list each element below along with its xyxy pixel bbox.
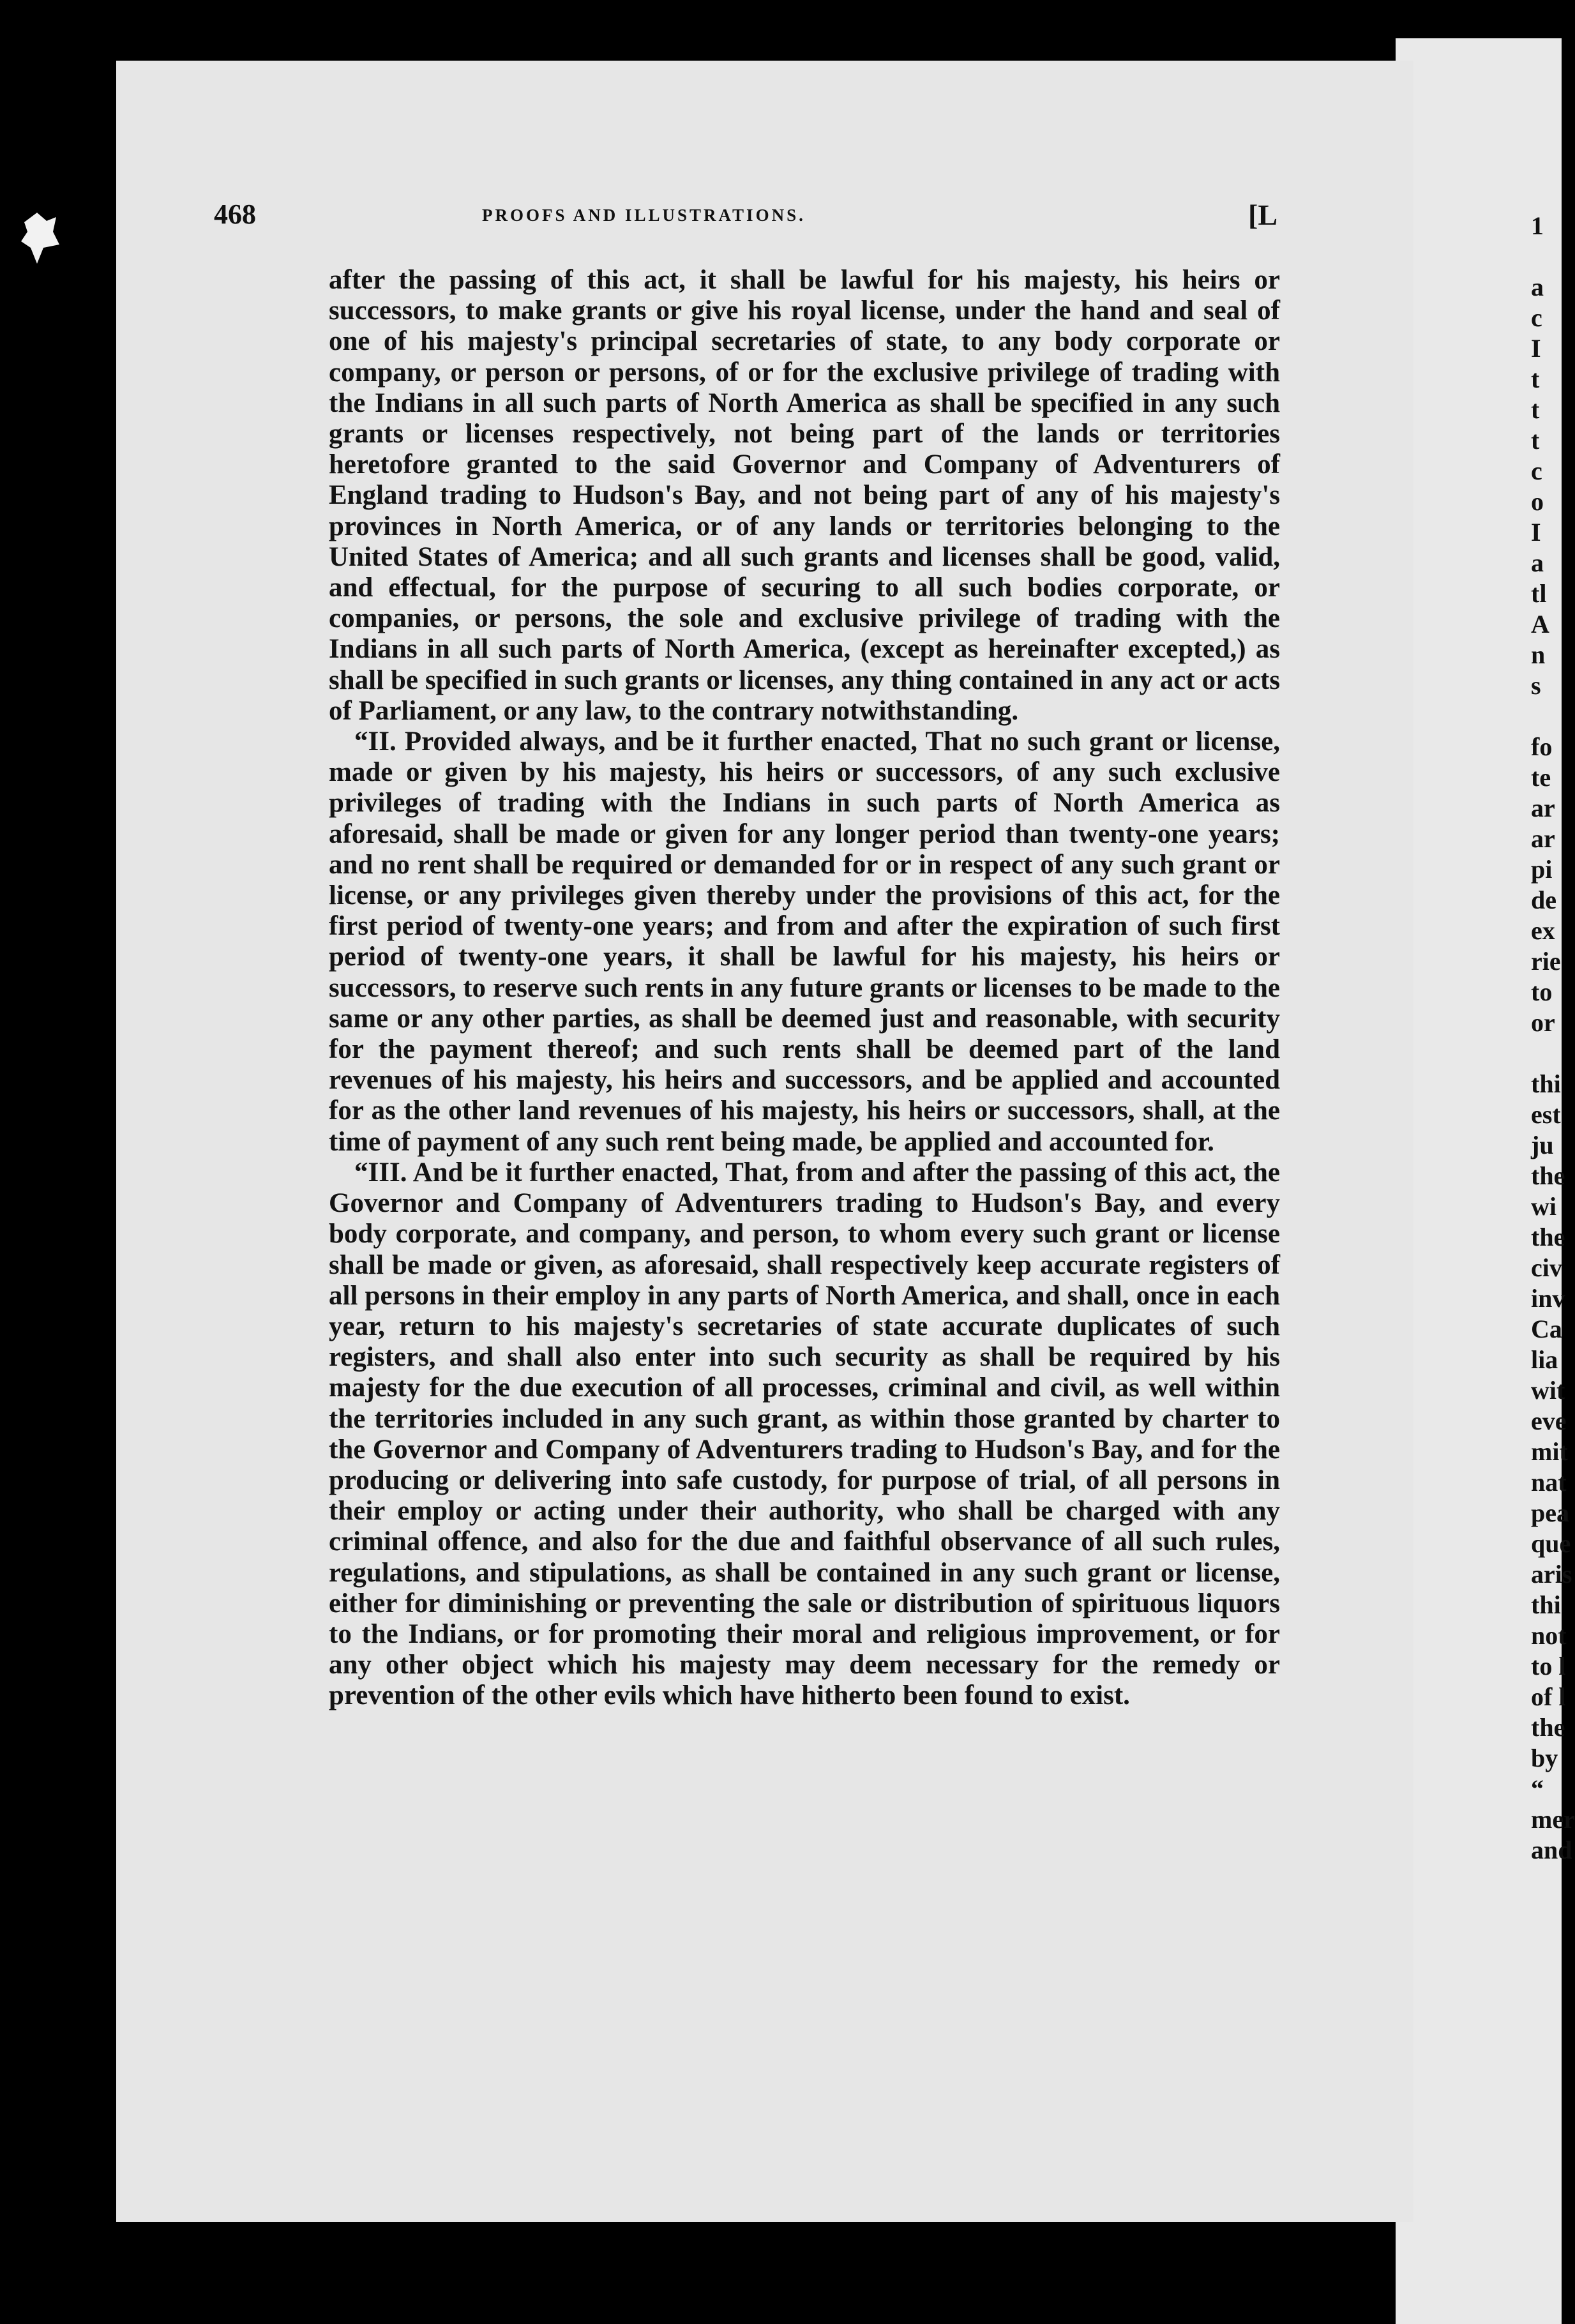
adjacent-page-line: nat [1531, 1468, 1567, 1497]
adjacent-page-line: to [1531, 977, 1553, 1006]
adjacent-page-line: of l [1531, 1682, 1566, 1711]
adjacent-page-line: the [1531, 1223, 1565, 1251]
adjacent-page-line: que [1531, 1529, 1571, 1558]
adjacent-page-line: mit [1531, 1437, 1568, 1466]
paragraph-continued: after the passing of this act, it shall be lawful for his majesty, his heirs or successors, to make grants or give his royal license, under the hand and seal of one of his majesty's principal secretaries of state, to any body corporate or company, or person or persons, of or for the exclusive privilege of trading with the Indians in all such parts of North America as shall be specified in any such grants or licenses respectively, not being part of the lands or territories heretofore granted to the said Governor and Company of Adventurers of England trading to Hudson's Bay, and not being part of any of his majesty's provinces in North America, or of any lands or territories belonging to the United States of America; and all such grants and licenses shall be good, valid, and effectual, for the purpose of securing to all such bodies corporate, or companies, or persons, the sole and exclusive privilege of trading with the Indians in all such parts of North America, (except as hereinafter excepted,) as shall be specified in such grants or licenses, any thing contained in any act or acts of Parliament, or any law, to the contrary notwithstanding. [329, 265, 1280, 726]
adjacent-page-line: wit [1531, 1376, 1565, 1405]
adjacent-page-line: o [1531, 487, 1544, 516]
adjacent-page-line: rie [1531, 947, 1561, 976]
adjacent-page-line: not [1531, 1621, 1567, 1650]
adjacent-page-line: and [1531, 1836, 1572, 1864]
adjacent-page-line: 1 [1531, 211, 1544, 240]
adjacent-page-line: tl [1531, 579, 1547, 608]
adjacent-page-line: t [1531, 365, 1540, 393]
adjacent-page-line: I [1531, 518, 1541, 547]
adjacent-page-line: aris [1531, 1560, 1572, 1588]
adjacent-page-line: c [1531, 456, 1542, 485]
adjacent-page-line: A [1531, 610, 1549, 638]
adjacent-page-line [1531, 701, 1556, 732]
adjacent-page-line: lia [1531, 1345, 1558, 1374]
page-number: 468 [214, 199, 256, 230]
adjacent-page-line [1531, 241, 1556, 272]
scan-speck-mark [18, 209, 63, 267]
adjacent-page-line: ex [1531, 916, 1555, 945]
adjacent-page-line: wi [1531, 1192, 1556, 1221]
adjacent-page-line: a [1531, 273, 1544, 301]
adjacent-page-line: to l [1531, 1652, 1566, 1680]
adjacent-page-line: inv [1531, 1284, 1565, 1313]
adjacent-page-line: mer [1531, 1805, 1575, 1834]
page-header [214, 198, 1299, 249]
adjacent-page-line: “ [1531, 1774, 1544, 1803]
adjacent-page-line: civ [1531, 1253, 1562, 1282]
adjacent-page-line: by [1531, 1744, 1558, 1772]
adjacent-page-line [1531, 1038, 1556, 1069]
adjacent-page-line: pea [1531, 1498, 1569, 1527]
adjacent-page-line: t [1531, 426, 1540, 455]
adjacent-page-line: te [1531, 763, 1551, 792]
paragraph-section-ii: “II. Provided always, and be it further enacted, That no such grant or license, made or given by his majesty, his heirs or successors, of any such exclusive privileges of trading with the Indians in such parts of North America as aforesaid, shall be made or given for any longer period than twenty-one years; and no rent shall be required or demanded for or in respect of any such grant or license, or any privileges given thereby under the provisions of this act, for the first period of twenty-one years; and from and after the expiration of such first period of twenty-one years, it shall be lawful for his majesty, his heirs or successors, to reserve such rents in any future grants or licenses to be made to the same or any other parties, as shall be deemed just and reasonable, with security for the payment thereof; and such rents shall be deemed part of the land revenues of his majesty, his heirs and successors, and be applied and accounted for as the other land revenues of his majesty, his heirs or successors, shall, at the time of payment of any such rent being made, be applied and accounted for. [329, 727, 1280, 1157]
adjacent-page-line: de [1531, 886, 1556, 914]
adjacent-page-line: c [1531, 303, 1542, 332]
adjacent-page-line: n [1531, 640, 1546, 669]
adjacent-page-line: eve [1531, 1407, 1567, 1435]
adjacent-page-line: the [1531, 1713, 1565, 1742]
adjacent-page-line: ar [1531, 794, 1555, 822]
adjacent-page-line: thi [1531, 1069, 1561, 1098]
paragraph-section-iii: “III. And be it further enacted, That, from and after the passing of this act, the Governor and Company of Adventurers trading to Hudson's Bay, and every body corporate, and company, and person, to whom every such grant or license shall be made or given, as aforesaid, shall respectively keep accurate registers of all persons in their employ in any parts of North America, and shall, once in each year, return to his majesty's secretaries of state accurate duplicates of such registers, and shall also enter into such security as shall be required by his majesty for the due execution of all processes, criminal and civil, as well within the territories included in any such grant, as within those granted by charter to the Governor and Company of Adventurers trading to Hudson's Bay, and for the producing or delivering into safe custody, for purpose of trial, of all persons in their employ or acting under their authority, who shall be charged with any criminal offence, and also for the due and faithful observance of all such rules, regulations, and stipulations, as shall be contained in any such grant or license, either for diminishing or preventing the sale or distribution of spirituous liquors to the Indians, or for promoting their moral and religious improvement, or for any other object which his majesty may deem necessary for the remedy or prevention of the other evils which have hitherto been found to exist. [329, 1157, 1280, 1711]
page-body [329, 265, 1280, 1712]
adjacent-page-line: ju [1531, 1131, 1554, 1159]
running-head: PROOFS AND ILLUSTRATIONS. [482, 206, 806, 225]
adjacent-page-line: or [1531, 1008, 1555, 1037]
adjacent-page-line: the [1531, 1161, 1565, 1190]
adjacent-page-line: Ca [1531, 1315, 1562, 1343]
adjacent-page-text [1531, 211, 1575, 1866]
adjacent-page-line: s [1531, 671, 1541, 700]
adjacent-page-line: thi [1531, 1590, 1561, 1619]
adjacent-page-line: I [1531, 334, 1541, 363]
adjacent-page-line: fo [1531, 732, 1553, 761]
adjacent-page-line: a [1531, 548, 1544, 577]
adjacent-page-line: ar [1531, 824, 1555, 853]
adjacent-page-line: t [1531, 395, 1540, 424]
section-bracket: [L [1248, 199, 1277, 231]
adjacent-page-line: est [1531, 1100, 1561, 1129]
adjacent-page-line: pi [1531, 855, 1553, 884]
